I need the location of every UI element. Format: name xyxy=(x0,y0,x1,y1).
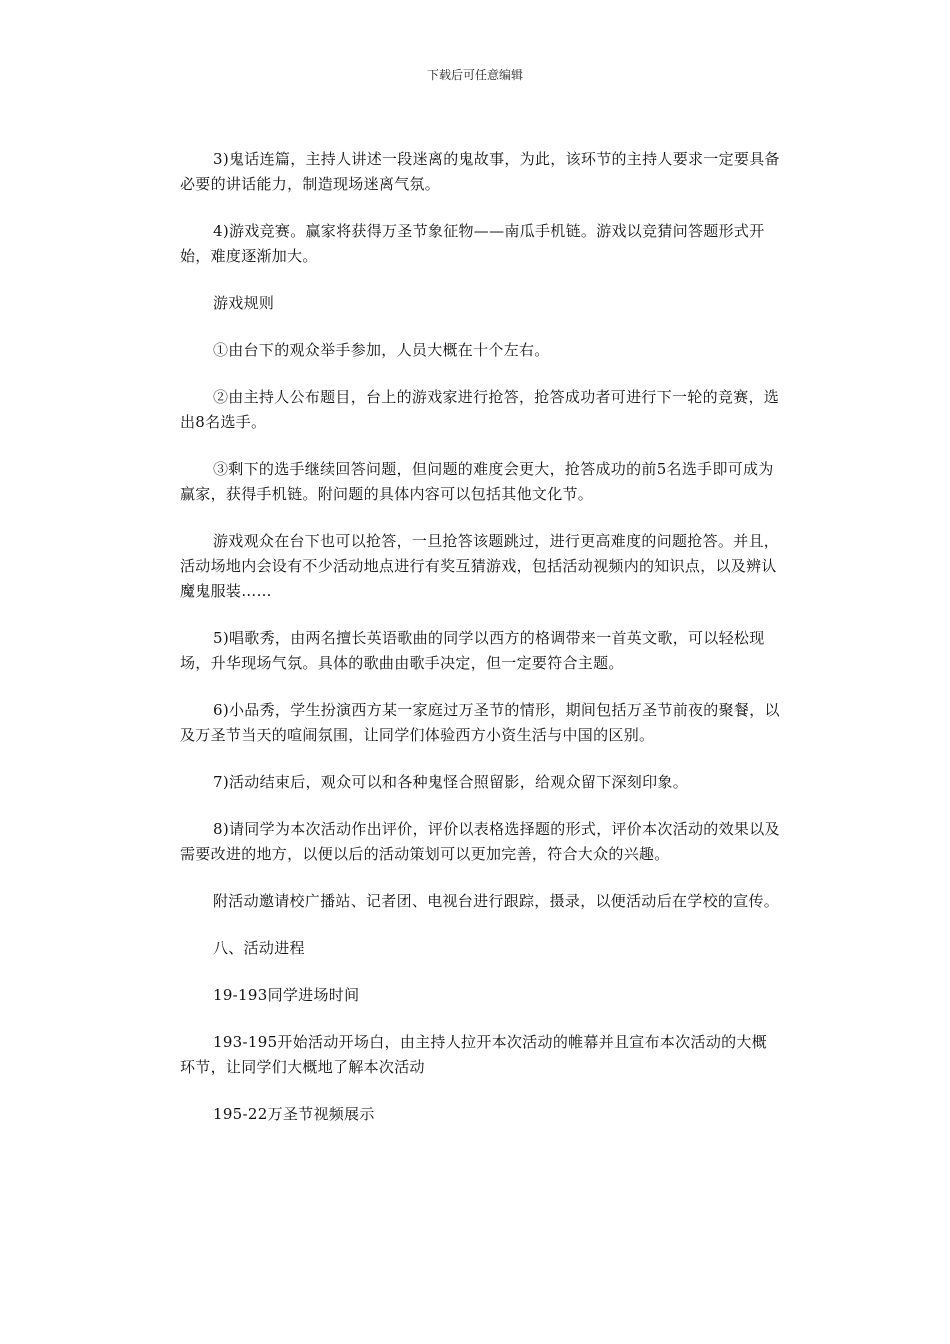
paragraph-rule-1: ①由台下的观众举手参加，人员大概在十个左右。 xyxy=(213,341,550,359)
paragraph-media-invite: 附活动邀请校广播站、记者团、电视台进行跟踪，摄录，以便活动后在学校的宣传。 xyxy=(213,892,780,910)
schedule-item-entry: 19-193同学进场时间 xyxy=(213,986,360,1004)
paragraph-host-ghost-story: 3)鬼话连篇，主持人讲述一段迷离的鬼故事，为此，该环节的主持人要求一定要具备必要的讲话能力，制造现场迷离气氛。 xyxy=(180,150,780,193)
section-heading-schedule: 八、活动进程 xyxy=(213,939,305,957)
paragraph-game-rules-heading: 游戏规则 xyxy=(213,294,275,312)
paragraph-evaluation: 8)请同学为本次活动作出评价，评价以表格选择题的形式，评价本次活动的效果以及需要改进的地方，以便以后的活动策划可以更加完善，符合大众的兴趣。 xyxy=(180,820,780,863)
paragraph-singing-show: 5)唱歌秀，由两名擅长英语歌曲的同学以西方的格调带来一首英文歌，可以轻松现场，升华现场气氛。具体的歌曲由歌手决定，但一定要符合主题。 xyxy=(180,629,765,672)
paragraph-game-contest: 4)游戏竞赛。赢家将获得万圣节象征物——南瓜手机链。游戏以竞猜问答题形式开始，难度逐渐加大。 xyxy=(180,222,765,265)
paragraph-rule-3: ③剩下的选手继续回答问题，但问题的难度会更大，抢答成功的前5名选手即可成为赢家，获得手机链。附问题的具体内容可以包括其他文化节。 xyxy=(180,460,774,503)
paragraph-rule-2: ②由主持人公布题目，台上的游戏家进行抢答，抢答成功者可进行下一轮的竞赛，选出8名选手。 xyxy=(180,388,780,431)
schedule-item-opening: 193-195开始活动开场白，由主持人拉开本次活动的帷幕并且宣布本次活动的大概环节，让同学们大概地了解本次活动 xyxy=(180,1033,768,1076)
paragraph-audience-answer: 游戏观众在台下也可以抢答，一旦抢答该题跳过，进行更高难度的问题抢答。并且，活动场地内会设有不少活动地点进行有奖互猜游戏，包括活动视频内的知识点，以及辨认魔鬼服装…… xyxy=(180,532,780,600)
page-header: 下载后可任意编辑 xyxy=(426,68,523,82)
paragraph-photo-session: 7)活动结束后，观众可以和各种鬼怪合照留影，给观众留下深刻印象。 xyxy=(213,773,688,791)
paragraph-skit-show: 6)小品秀，学生扮演西方某一家庭过万圣节的情形，期间包括万圣节前夜的聚餐，以及万圣节当天的喧闹氛围，让同学们体验西方小资生活与中国的区别。 xyxy=(180,701,780,744)
schedule-item-video: 195-22万圣节视频展示 xyxy=(213,1105,375,1123)
document-body xyxy=(180,147,780,1149)
